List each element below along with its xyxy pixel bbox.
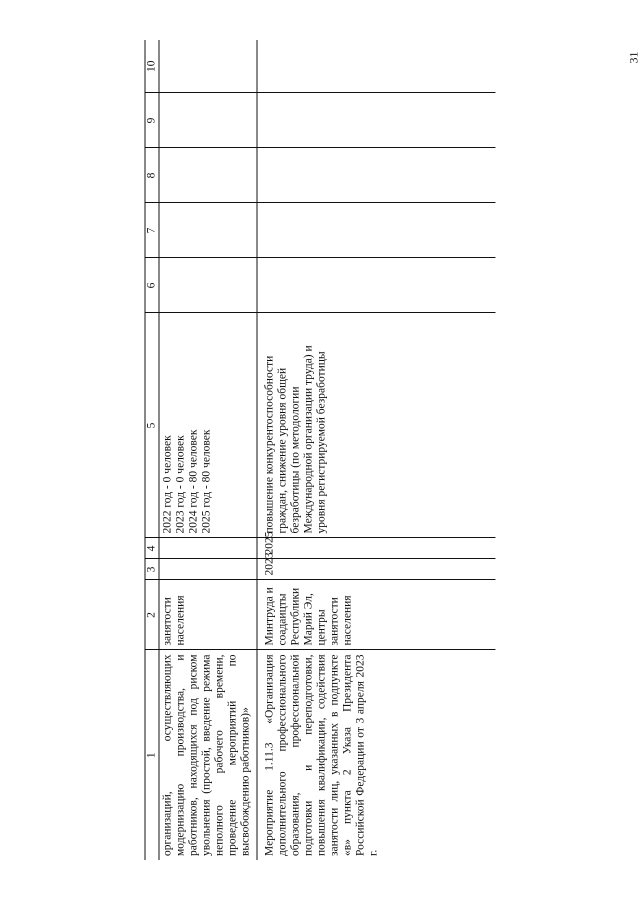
column-header: 2 [145, 580, 159, 650]
column-header: 10 [145, 40, 159, 93]
page-number: 31 [626, 51, 640, 64]
table-cell [257, 258, 496, 313]
start-year: 2023 [257, 559, 496, 580]
result-line: 2024 год - 80 человек [187, 429, 200, 534]
column-header: 8 [145, 148, 159, 203]
table-header-row [145, 40, 159, 860]
table-cell [257, 203, 496, 258]
column-header: 9 [145, 93, 159, 148]
expected-result [257, 313, 496, 538]
table-cell [159, 203, 257, 258]
measure-description: Мероприятие 1.11.3 «Организация дополнительного профессионального образования, профессиональной подготовки и переподготовки, повышения квалификации, содействия занятости лиц, указанных в подпункте «в» пункта 2 Указа Президента Российской Федерации от 3 апреля 2023 г. [257, 650, 496, 860]
result-line: 2023 год - 0 человек [174, 435, 187, 534]
table-cell [257, 40, 496, 93]
program-measures-table [145, 40, 496, 860]
table-cell [159, 148, 257, 203]
column-header: 3 [145, 559, 159, 580]
end-year [159, 538, 257, 559]
document-sheet [145, 40, 496, 860]
responsible-executor: занятости населения [159, 580, 257, 650]
column-header: 4 [145, 538, 159, 559]
table-cell [159, 258, 257, 313]
table-row [257, 40, 496, 860]
measure-description: организаций, осуществляющих модернизацию производства, и работников, находящихся под риском увольнения (простой, введение режима неполного рабочего времени, проведение мероприятий по высвобождению работников)» [161, 654, 252, 856]
table-row [159, 40, 257, 860]
expected-result [159, 313, 257, 538]
result-line: 2022 год - 0 человек [161, 435, 174, 534]
column-header: 6 [145, 258, 159, 313]
result-line: 2025 год - 80 человек [200, 429, 213, 534]
responsible-executor: Минтруда и соадаицты Республики Марий Эл, центры занятости населения [257, 580, 496, 650]
column-header: 7 [145, 203, 159, 258]
end-year: 2025 [257, 538, 496, 559]
result-line: повышение конкурентоспособности граждан, снижение уровня общей безработицы (по методологии Международной организации труда) и уровня регистрируемой безработицы [263, 345, 328, 534]
column-header: 5 [145, 313, 159, 538]
table-cell [159, 93, 257, 148]
table-cell [257, 148, 496, 203]
table-cell [159, 40, 257, 93]
column-header: 1 [145, 650, 159, 860]
start-year [159, 559, 257, 580]
table-cell [257, 93, 496, 148]
